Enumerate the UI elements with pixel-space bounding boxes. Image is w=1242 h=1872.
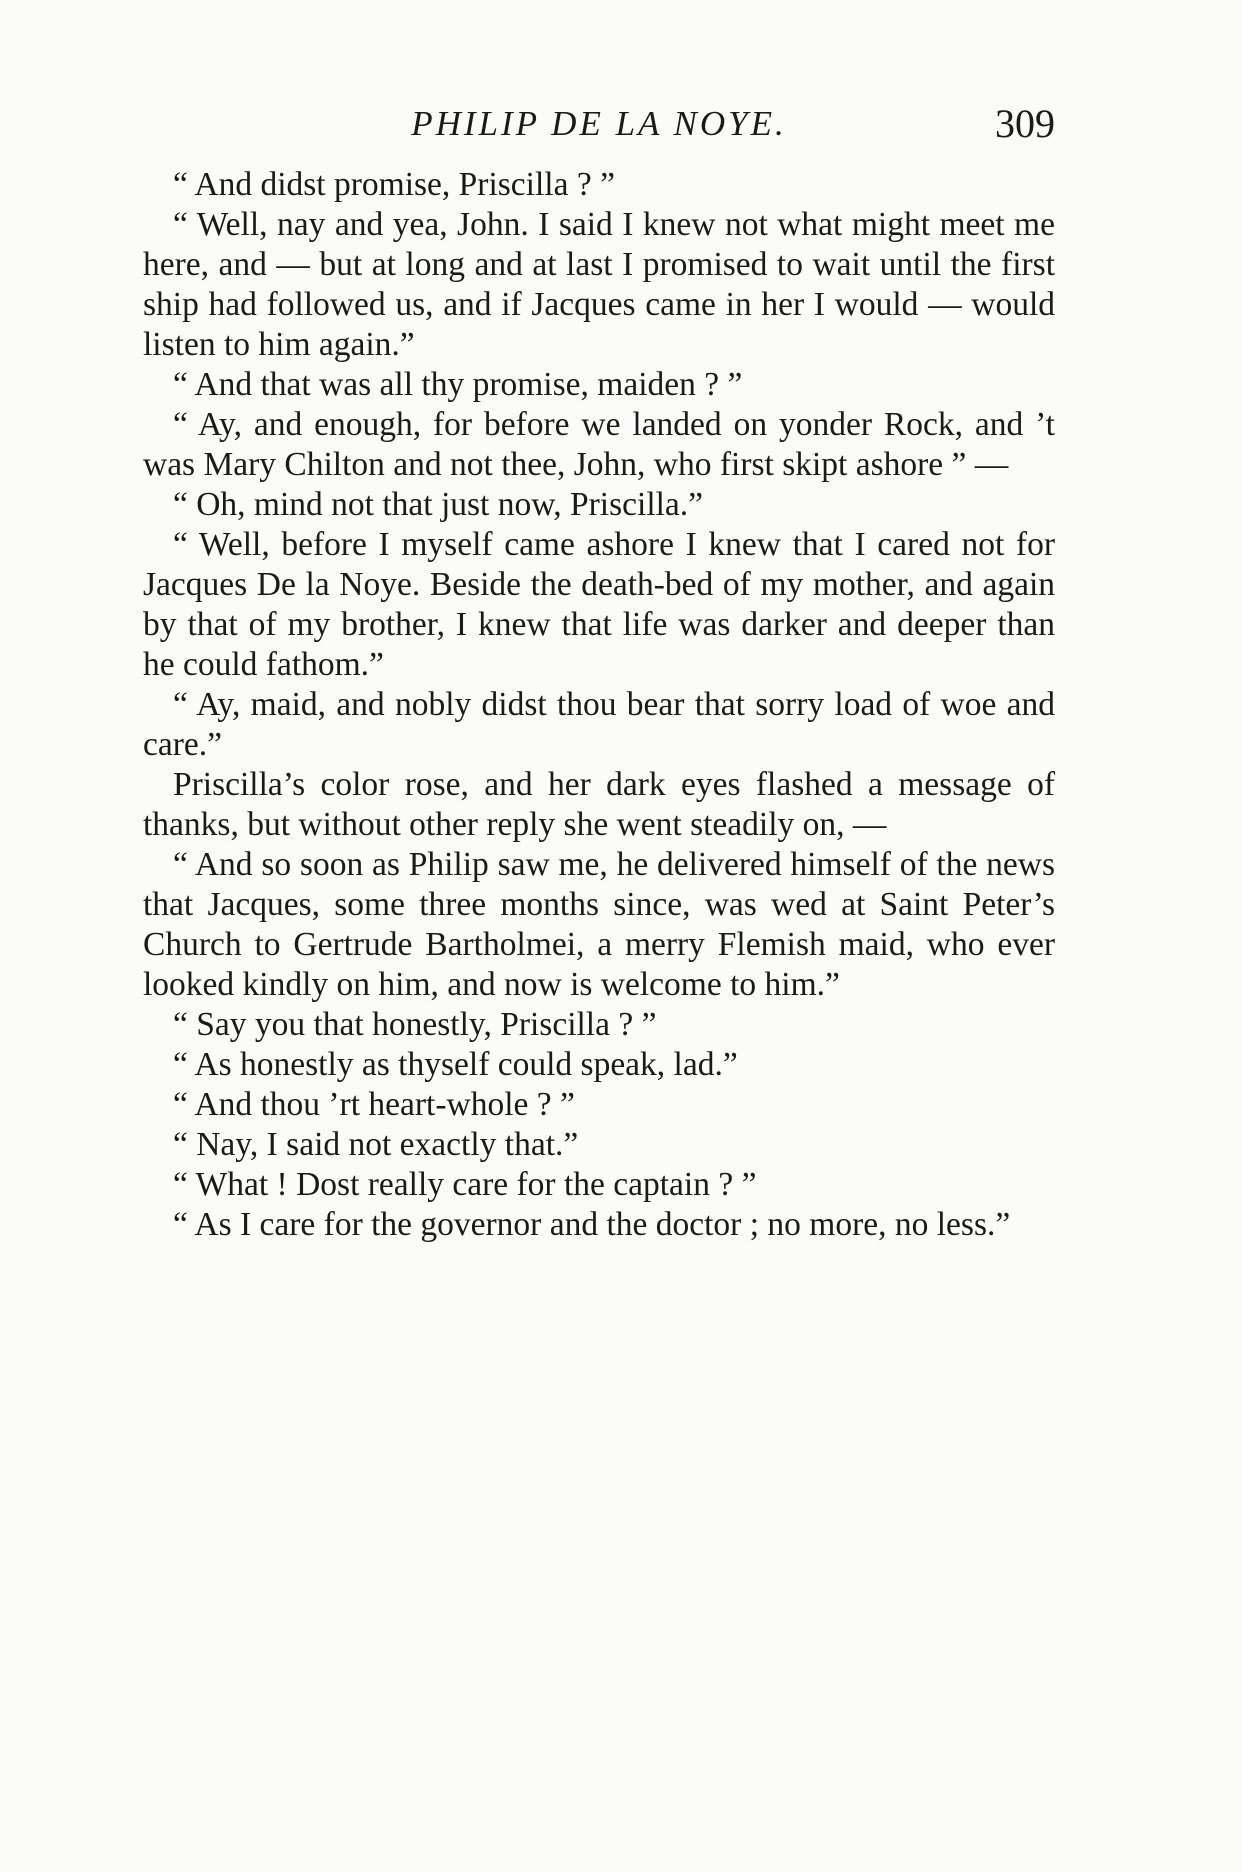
page-number: 309 (995, 101, 1055, 146)
paragraph: “ Nay, I said not exactly that.” (173, 1126, 579, 1163)
paragraph: “ And thou ’rt heart-whole ? ” (173, 1086, 575, 1123)
paragraph: “ And that was all thy promise, maiden ? ” (173, 366, 743, 403)
paragraph: “ As honestly as thyself could speak, lad.” (173, 1046, 738, 1083)
running-title: PHILIP DE LA NOYE. (411, 104, 787, 143)
paragraph: “ What ! Dost really care for the captain ? ” (173, 1166, 757, 1203)
paragraph: “ Ay, and enough, for before we landed on yonder Rock, and ’t was Mary Chilton and not thee, John, who first skipt ashore ” — (143, 406, 1055, 483)
page-body (143, 165, 1055, 1245)
paragraph: “ And so soon as Philip saw me, he delivered himself of the news that Jacques, some three months since, was wed at Saint Peter’s Church to Gertrude Bartholmei, a merry Flemish maid, who ever looked kindly on him, and now is welcome to him.” (143, 846, 1055, 1003)
paragraph: “ Ay, maid, and nobly didst thou bear that sorry load of woe and care.” (143, 686, 1055, 763)
paragraph: “ Well, before I myself came ashore I knew that I cared not for Jacques De la Noye. Beside the death-bed of my mother, and again by that of my brother, I knew that life was darker and deeper than he could fathom.” (143, 526, 1055, 683)
paragraph: “ As I care for the governor and the doctor ; no more, no less.” (173, 1206, 1011, 1243)
paragraph: “ And didst promise, Priscilla ? ” (173, 166, 615, 203)
paragraph: Priscilla’s color rose, and her dark eyes flashed a message of thanks, but without other reply she went steadily on, — (143, 766, 1055, 843)
paragraph: “ Well, nay and yea, John. I said I knew not what might meet me here, and — but at long and at last I promised to wait until the first ship had followed us, and if Jacques came in her I would — would listen to him again.” (143, 206, 1055, 363)
running-head (143, 98, 1055, 150)
paragraph: “ Say you that honestly, Priscilla ? ” (173, 1006, 657, 1043)
paragraph: “ Oh, mind not that just now, Priscilla.” (173, 486, 704, 523)
